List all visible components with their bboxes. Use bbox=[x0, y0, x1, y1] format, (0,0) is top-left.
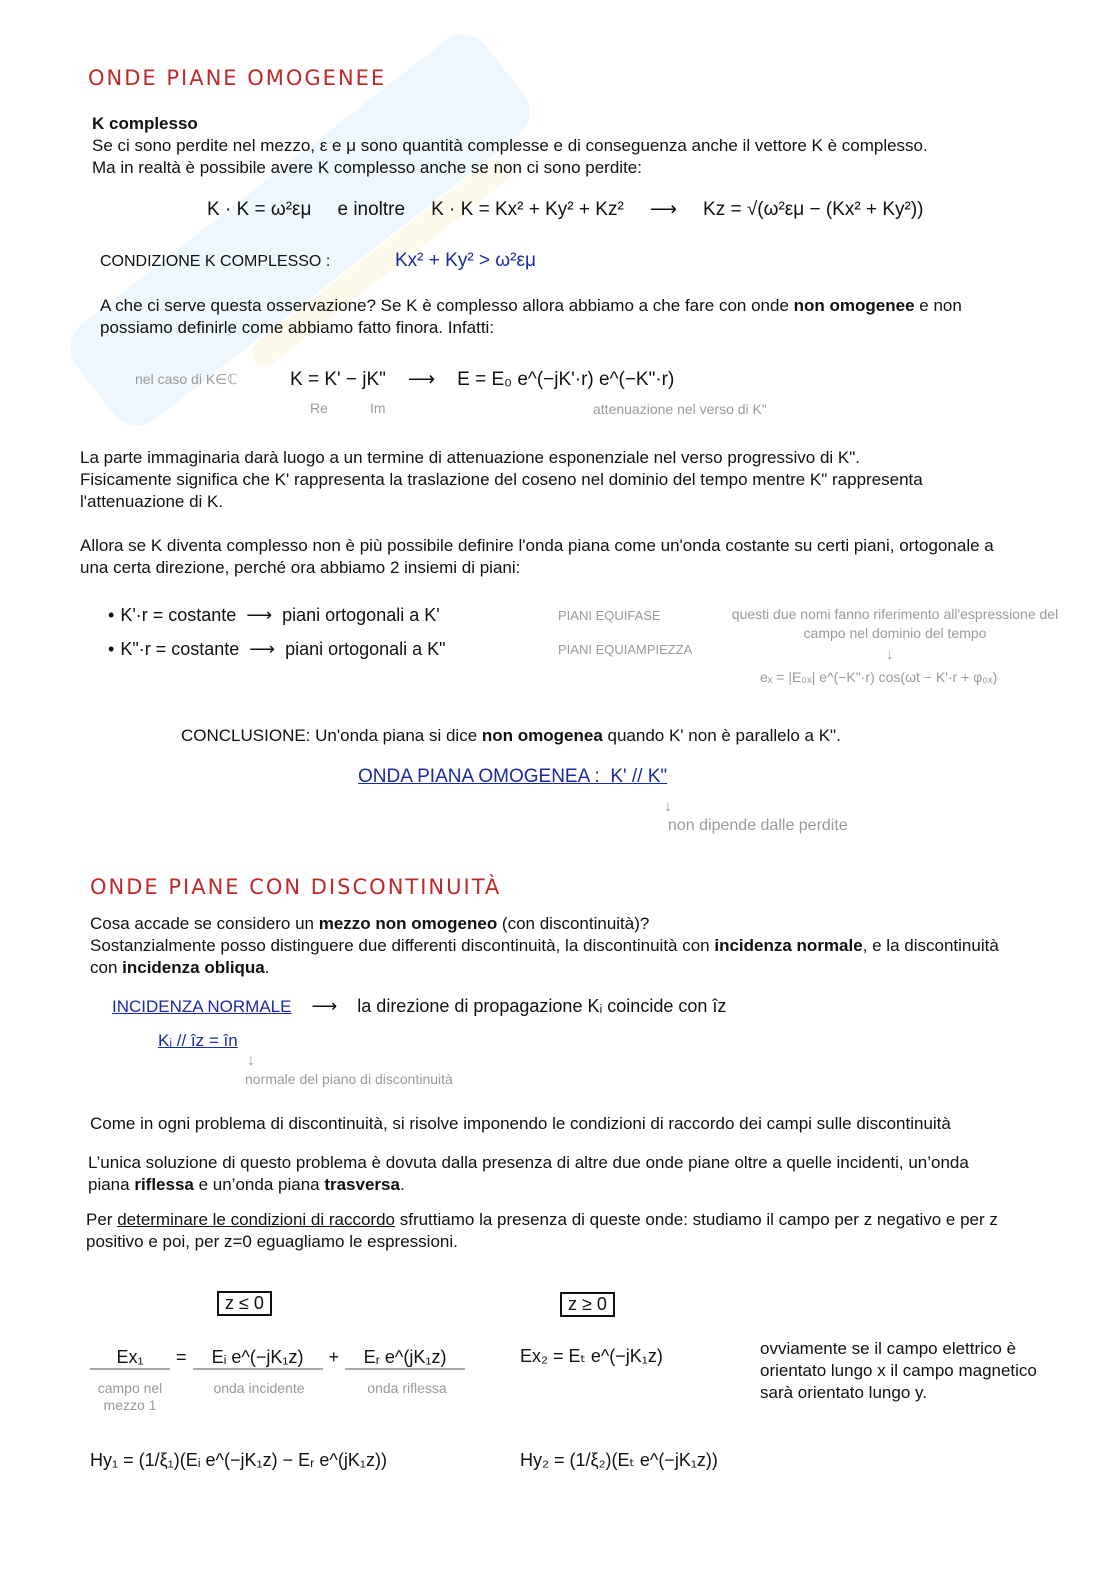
normal-note: normale del piano di discontinuità bbox=[245, 1071, 453, 1087]
region-box-z-positive: z ≥ 0 bbox=[560, 1292, 615, 1317]
normal-incidence-eq: Kᵢ // îz = în bbox=[158, 1031, 238, 1050]
condition-label: CONDIZIONE K COMPLESSO : bbox=[100, 253, 331, 270]
equation-hy1: Hy₁ = (1/ξ₁)(Eᵢ e^(−jK₁z) − Eᵣ e^(jK₁z)) bbox=[90, 1450, 387, 1470]
label-onda-incidente: onda incidente bbox=[213, 1380, 305, 1396]
attenuation-note: attenuazione nel verso di K" bbox=[593, 401, 767, 417]
equation-connector: e inoltre bbox=[337, 199, 406, 220]
subheading-k-complesso: K complesso bbox=[92, 114, 198, 133]
re-label: Re bbox=[310, 400, 328, 416]
list-item: • K"·r = costante ⟶ piani ortogonali a K" PIANI EQUIAMPIEZZA bbox=[108, 639, 693, 659]
bullet-list bbox=[108, 605, 718, 673]
paragraph: Come in ogni problema di discontinuità, si risolve imponendo le condizioni di raccordo dei campi sulle discontinuità bbox=[90, 1114, 951, 1133]
paragraph: Per determinare le condizioni di raccordo sfruttiamo la presenza di queste onde: studiamo il campo per z negativo e per z positivo e poi, per z=0 eguagliamo le espressioni. bbox=[86, 1210, 998, 1251]
equation-hy2: Hy₂ = (1/ξ₂)(Eₜ e^(−jK₁z)) bbox=[520, 1450, 718, 1470]
arrow-down-icon: ↓ bbox=[886, 646, 894, 663]
case-note: nel caso di K∈ℂ bbox=[135, 371, 238, 387]
section-title-onde-piane-omogenee: ONDE PIANE OMOGENEE bbox=[88, 66, 387, 90]
paragraph: Sostanzialmente posso distinguere due differenti discontinuità, la discontinuità con incidenza normale, e la discontinuità con incidenza obliqua. bbox=[90, 936, 999, 977]
side-note: questi due nomi fanno riferimento all'espressione del campo nel dominio del tempo bbox=[731, 606, 1059, 641]
paragraph: Fisicamente significa che K' rappresenta la traslazione del coseno nel dominio del tempo mentre K" rappresenta l'attenuazione di K. bbox=[80, 470, 923, 511]
homogeneous-note: non dipende dalle perdite bbox=[668, 817, 848, 834]
equation-kz: Kz = √(ω²εμ − (Kx² + Ky²)) bbox=[703, 199, 924, 220]
paragraph: Se ci sono perdite nel mezzo, ε e μ sono quantità complesse e di conseguenza anche il vettore K è complesso. bbox=[92, 136, 928, 155]
arrow-icon: ⟶ bbox=[649, 199, 678, 220]
paragraph: possiamo definirle come abbiamo fatto finora. Infatti: bbox=[100, 318, 495, 337]
conclusion: CONCLUSIONE: Un'onda piana si dice non omogenea quando K' non è parallelo a K". bbox=[181, 726, 841, 745]
region-box-z-negative: z ≤ 0 bbox=[217, 1291, 272, 1316]
homogeneous-condition: ONDA PIANA OMOGENEA : K' // K" bbox=[358, 766, 668, 787]
normal-incidence-label: INCIDENZA NORMALE bbox=[112, 997, 292, 1016]
paragraph: Ma in realtà è possibile avere K complesso anche se non ci sono perdite: bbox=[92, 158, 642, 177]
label-campo-mezzo-1: campo nel mezzo 1 bbox=[97, 1380, 163, 1413]
equation-row-k bbox=[207, 198, 923, 221]
label-onda-riflessa: onda riflessa bbox=[367, 1380, 447, 1396]
normal-incidence-row bbox=[112, 996, 726, 1017]
normal-incidence-desc: la direzione di propagazione Kᵢ coincide con îz bbox=[357, 996, 727, 1016]
paragraph: Allora se K diventa complesso non è più possibile definire l'onda piana come un'onda costante su certi piani, ortogonale a una certa direzione, perché ora abbiamo 2 insiemi di piani: bbox=[80, 536, 994, 577]
arrow-icon: ⟶ bbox=[407, 369, 436, 390]
section-title-onde-piane-discontinuita: ONDE PIANE CON DISCONTINUITÀ bbox=[90, 875, 502, 899]
equation-kk-components: K · K = Kx² + Ky² + Kz² bbox=[431, 199, 624, 220]
arrow-icon: ⟶ bbox=[311, 996, 338, 1016]
equation-k-split: K = K' − jK" bbox=[290, 369, 386, 390]
equation-kk: K · K = ω²εμ bbox=[207, 199, 312, 220]
equation-ex1: Ex₁ = Eᵢ e^(−jK₁z) + Eᵣ e^(jK₁z) bbox=[90, 1347, 465, 1370]
equation-row-e bbox=[290, 368, 674, 391]
equation-ex2: Ex₂ = Eₜ e^(−jK₁z) bbox=[520, 1346, 663, 1366]
paragraph: La parte immaginaria darà luogo a un termine di attenuazione esponenziale nel verso progressivo di K". bbox=[80, 448, 860, 467]
time-domain-equation: eₓ = |E₀ₓ| e^(−K"·r) cos(ωt − K'·r + φ₀ₓ) bbox=[760, 669, 998, 685]
condition-value: Kx² + Ky² > ω²εμ bbox=[395, 250, 536, 271]
equation-e-field: E = E₀ e^(−jK'·r) e^(−K"·r) bbox=[457, 369, 675, 390]
paragraph: A che ci serve questa osservazione? Se K è complesso allora abbiamo a che fare con onde non omogenee e non bbox=[100, 296, 962, 315]
paragraph: L’unica soluzione di questo problema è dovuta dalla presenza di altre due onde piane oltre a quelle incidenti, un’onda piana riflessa e un’onda piana trasversa. bbox=[88, 1153, 969, 1194]
paragraph: Cosa accade se considero un mezzo non omogeneo (con discontinuità)? bbox=[90, 914, 650, 933]
side-note: ovviamente se il campo elettrico è orientato lungo x il campo magnetico sarà orientato lungo y. bbox=[760, 1339, 1037, 1402]
arrow-down-icon: ↓ bbox=[664, 798, 672, 815]
arrow-down-icon: ↓ bbox=[247, 1052, 255, 1069]
list-item: • K'·r = costante ⟶ piani ortogonali a K' PIANI EQUIFASE bbox=[108, 605, 661, 625]
im-label: Im bbox=[370, 400, 386, 416]
